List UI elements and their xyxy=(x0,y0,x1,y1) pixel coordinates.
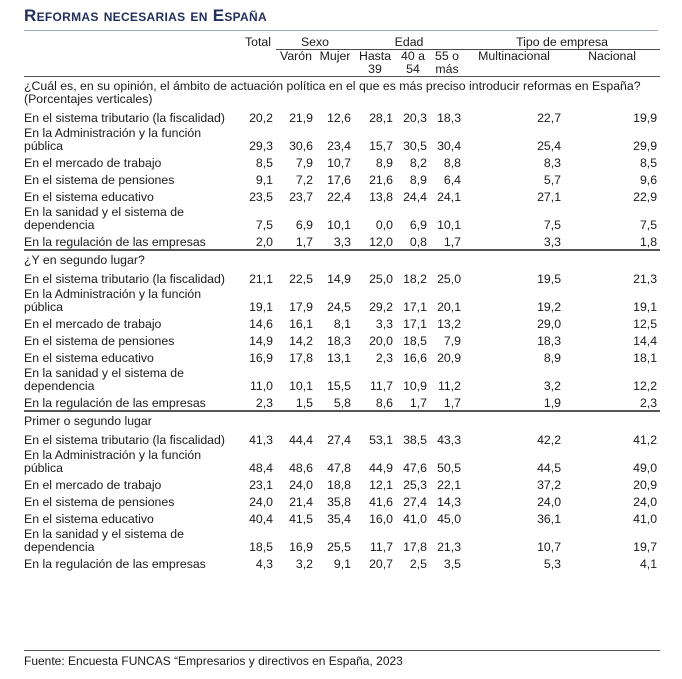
row-label: En el sistema tributario (la fiscalidad) xyxy=(24,433,225,447)
cell-40-54: 25,3 xyxy=(403,478,427,492)
table-row xyxy=(24,526,660,554)
cell-hasta-39: 8,9 xyxy=(375,156,393,170)
cell-total: 20,2 xyxy=(249,111,273,125)
cell-multinacional: 19,5 xyxy=(537,272,562,286)
cell-nacional: 41,0 xyxy=(633,512,658,526)
cell-40-54: 1,7 xyxy=(409,396,427,410)
row-label: En el sistema de pensiones xyxy=(24,334,175,348)
cell-varon: 1,5 xyxy=(295,396,313,410)
cell-multinacional: 3,2 xyxy=(543,379,562,393)
cell-mujer: 15,5 xyxy=(327,379,351,393)
cell-multinacional: 19,2 xyxy=(537,300,562,314)
header-row-sub xyxy=(24,50,660,77)
row-label: En el sistema de pensiones xyxy=(24,495,175,509)
cell-nacional: 19,7 xyxy=(633,540,658,554)
cell-total: 19,1 xyxy=(249,300,273,314)
cell-hasta-39: 11,7 xyxy=(369,379,393,393)
table-row xyxy=(24,153,660,170)
table-row xyxy=(24,286,660,314)
cell-nacional: 20,9 xyxy=(633,478,658,492)
cell-multinacional: 42,2 xyxy=(537,433,562,447)
cell-varon: 6,9 xyxy=(295,218,313,232)
cell-40-54: 18,2 xyxy=(403,272,427,286)
reforms-table xyxy=(24,36,660,571)
cell-total: 24,0 xyxy=(249,495,273,509)
cell-40-54: 18,5 xyxy=(403,334,427,348)
row-label: En el sistema educativo xyxy=(24,351,154,365)
cell-hasta-39: 21,6 xyxy=(369,173,393,187)
cell-mujer: 17,6 xyxy=(327,173,351,187)
cell-multinacional: 27,1 xyxy=(537,190,562,204)
cell-55-mas: 50,5 xyxy=(437,461,462,475)
header-multinacional: Multinacional xyxy=(478,49,550,63)
cell-total: 2,0 xyxy=(255,235,273,249)
cell-nacional: 1,8 xyxy=(639,235,658,249)
cell-total: 41,3 xyxy=(249,433,273,447)
cell-mujer: 9,1 xyxy=(333,557,351,571)
row-label: En el sistema de pensiones xyxy=(24,173,175,187)
table-row xyxy=(24,125,660,153)
cell-varon: 41,5 xyxy=(289,512,313,526)
cell-hasta-39: 2,3 xyxy=(375,351,393,365)
cell-total: 18,5 xyxy=(249,540,273,554)
cell-hasta-39: 20,0 xyxy=(369,334,393,348)
cell-varon: 16,9 xyxy=(289,540,313,554)
row-label: En la regulación de las empresas xyxy=(24,396,206,410)
cell-55-mas: 1,7 xyxy=(443,235,462,249)
cell-40-54: 16,6 xyxy=(403,351,427,365)
cell-nacional: 21,3 xyxy=(633,272,658,286)
row-label: En la Administración y la función pública xyxy=(24,448,202,475)
cell-40-54: 8,9 xyxy=(409,173,427,187)
cell-total: 21,1 xyxy=(249,272,273,286)
cell-mujer: 47,8 xyxy=(327,461,351,475)
cell-40-54: 17,1 xyxy=(403,317,427,331)
table-row xyxy=(24,187,660,204)
cell-varon: 17,9 xyxy=(289,300,313,314)
cell-varon: 16,1 xyxy=(289,317,313,331)
row-label: En la sanidad y el sistema de dependencia xyxy=(24,366,184,393)
cell-multinacional: 22,7 xyxy=(537,111,562,125)
cell-40-54: 24,4 xyxy=(403,190,427,204)
cell-hasta-39: 13,8 xyxy=(369,190,393,204)
figure-title: Reformas necesarias en España xyxy=(24,6,267,25)
row-label: En la sanidad y el sistema de dependencia xyxy=(24,205,184,232)
cell-varon: 3,2 xyxy=(295,557,313,571)
header-edad: Edad xyxy=(354,36,464,50)
row-label: En el sistema educativo xyxy=(24,190,154,204)
cell-hasta-39: 25,0 xyxy=(369,272,393,286)
cell-total: 8,5 xyxy=(255,156,273,170)
section-heading-row xyxy=(24,77,660,109)
cell-40-54: 0,8 xyxy=(409,235,427,249)
cell-hasta-39: 29,2 xyxy=(369,300,393,314)
cell-nacional: 18,1 xyxy=(633,351,658,365)
row-label: En la regulación de las empresas xyxy=(24,235,206,249)
cell-55-mas: 45,0 xyxy=(437,512,462,526)
cell-total: 4,3 xyxy=(255,557,273,571)
source-note: Fuente: Encuesta FUNCAS “Empresarios y directivos en España, 2023 xyxy=(24,654,403,668)
section-heading: Primer o segundo lugar xyxy=(24,411,660,430)
cell-40-54: 17,8 xyxy=(403,540,427,554)
table-row xyxy=(24,204,660,232)
cell-mujer: 3,3 xyxy=(333,235,351,249)
section-heading: ¿Cuál es, en su opinión, el ámbito de actuación política en el que es más preciso introducir reformas en España? (Porcentajes verticales) xyxy=(24,77,660,109)
cell-40-54: 47,6 xyxy=(403,461,427,475)
cell-nacional: 8,5 xyxy=(639,156,658,170)
cell-nacional: 12,5 xyxy=(633,317,658,331)
cell-hasta-39: 12,1 xyxy=(369,478,393,492)
cell-mujer: 14,9 xyxy=(327,272,351,286)
cell-55-mas: 22,1 xyxy=(437,478,462,492)
cell-55-mas: 13,2 xyxy=(437,317,462,331)
cell-varon: 14,2 xyxy=(289,334,313,348)
row-label: En la Administración y la función pública xyxy=(24,287,202,314)
cell-varon: 1,7 xyxy=(295,235,313,249)
cell-55-mas: 14,3 xyxy=(437,495,462,509)
cell-55-mas: 8,8 xyxy=(443,156,462,170)
cell-55-mas: 43,3 xyxy=(437,433,462,447)
cell-hasta-39: 0,0 xyxy=(375,218,393,232)
section-heading-row xyxy=(24,411,660,430)
table-row xyxy=(24,475,660,492)
table-row xyxy=(24,108,660,125)
table-row xyxy=(24,269,660,286)
cell-nacional: 4,1 xyxy=(639,557,658,571)
table-row xyxy=(24,492,660,509)
cell-varon: 30,6 xyxy=(289,139,313,153)
cell-nacional: 2,3 xyxy=(639,396,658,410)
cell-multinacional: 5,7 xyxy=(543,173,562,187)
cell-hasta-39: 53,1 xyxy=(369,433,393,447)
cell-total: 48,4 xyxy=(249,461,273,475)
cell-55-mas: 7,9 xyxy=(443,334,462,348)
cell-varon: 22,5 xyxy=(289,272,313,286)
cell-multinacional: 10,7 xyxy=(537,540,562,554)
cell-mujer: 5,8 xyxy=(333,396,351,410)
row-label: En la Administración y la función pública xyxy=(24,126,202,153)
row-label: En la regulación de las empresas xyxy=(24,557,206,571)
cell-55-mas: 1,7 xyxy=(443,396,462,410)
cell-55-mas: 20,9 xyxy=(437,351,462,365)
header-mujer: Mujer xyxy=(319,49,351,63)
title-divider xyxy=(24,30,658,31)
cell-mujer: 18,8 xyxy=(327,478,351,492)
cell-varon: 23,7 xyxy=(289,190,313,204)
table-row xyxy=(24,430,660,447)
cell-total: 14,9 xyxy=(249,334,273,348)
cell-multinacional: 24,0 xyxy=(537,495,562,509)
header-tipo-empresa: Tipo de empresa xyxy=(464,36,660,50)
cell-nacional: 22,9 xyxy=(633,190,658,204)
cell-total: 23,1 xyxy=(249,478,273,492)
table-row xyxy=(24,554,660,571)
cell-hasta-39: 16,0 xyxy=(369,512,393,526)
table-row xyxy=(24,365,660,393)
cell-nacional: 41,2 xyxy=(633,433,658,447)
cell-multinacional: 8,3 xyxy=(543,156,562,170)
cell-total: 14,6 xyxy=(249,317,273,331)
cell-nacional: 9,6 xyxy=(639,173,658,187)
cell-40-54: 2,5 xyxy=(409,557,427,571)
cell-nacional: 12,2 xyxy=(633,379,658,393)
header-row-groups xyxy=(24,36,660,50)
table-row xyxy=(24,232,660,250)
cell-nacional: 14,4 xyxy=(633,334,658,348)
cell-mujer: 27,4 xyxy=(327,433,351,447)
cell-nacional: 19,9 xyxy=(633,111,658,125)
cell-40-54: 30,5 xyxy=(403,139,427,153)
cell-total: 11,0 xyxy=(249,379,273,393)
cell-40-54: 10,9 xyxy=(403,379,427,393)
cell-mujer: 22,4 xyxy=(327,190,351,204)
cell-varon: 48,6 xyxy=(289,461,313,475)
cell-varon: 21,9 xyxy=(289,111,313,125)
cell-hasta-39: 28,1 xyxy=(369,111,393,125)
cell-total: 29,3 xyxy=(249,139,273,153)
row-label: En el sistema educativo xyxy=(24,512,154,526)
cell-varon: 17,8 xyxy=(289,351,313,365)
cell-total: 2,3 xyxy=(255,396,273,410)
cell-55-mas: 6,4 xyxy=(443,173,462,187)
row-label: En el mercado de trabajo xyxy=(24,478,162,492)
cell-total: 9,1 xyxy=(255,173,273,187)
header-hasta-39: Hasta 39 xyxy=(358,49,392,76)
header-sexo: Sexo xyxy=(276,36,354,50)
header-40-54: 40 a 54 xyxy=(401,49,425,76)
cell-multinacional: 1,9 xyxy=(543,396,562,410)
cell-hasta-39: 20,7 xyxy=(369,557,393,571)
cell-varon: 10,1 xyxy=(289,379,313,393)
cell-hasta-39: 11,7 xyxy=(369,540,393,554)
cell-55-mas: 20,1 xyxy=(437,300,462,314)
cell-total: 16,9 xyxy=(249,351,273,365)
cell-varon: 7,2 xyxy=(295,173,313,187)
section-heading: ¿Y en segundo lugar? xyxy=(24,250,660,269)
cell-hasta-39: 15,7 xyxy=(369,139,393,153)
cell-55-mas: 10,1 xyxy=(437,218,462,232)
cell-55-mas: 21,3 xyxy=(437,540,462,554)
row-label: En el sistema tributario (la fiscalidad) xyxy=(24,111,225,125)
cell-mujer: 18,3 xyxy=(327,334,351,348)
cell-mujer: 12,6 xyxy=(327,111,351,125)
cell-40-54: 27,4 xyxy=(403,495,427,509)
cell-55-mas: 30,4 xyxy=(437,139,462,153)
cell-mujer: 8,1 xyxy=(333,317,351,331)
cell-multinacional: 29,0 xyxy=(537,317,562,331)
cell-varon: 7,9 xyxy=(295,156,313,170)
cell-varon: 44,4 xyxy=(289,433,313,447)
section-heading-row xyxy=(24,250,660,269)
cell-55-mas: 3,5 xyxy=(443,557,462,571)
cell-multinacional: 18,3 xyxy=(537,334,562,348)
cell-55-mas: 24,1 xyxy=(437,190,462,204)
cell-55-mas: 25,0 xyxy=(437,272,462,286)
table-bottom-rule xyxy=(24,650,660,651)
header-nacional: Nacional xyxy=(588,49,636,63)
cell-varon: 24,0 xyxy=(289,478,313,492)
cell-total: 23,5 xyxy=(249,190,273,204)
cell-multinacional: 36,1 xyxy=(537,512,562,526)
table-row xyxy=(24,447,660,475)
cell-40-54: 20,3 xyxy=(403,111,427,125)
table-row xyxy=(24,509,660,526)
cell-mujer: 35,4 xyxy=(327,512,351,526)
table-row xyxy=(24,170,660,187)
cell-nacional: 7,5 xyxy=(639,218,658,232)
cell-total: 40,4 xyxy=(249,512,273,526)
table-row xyxy=(24,314,660,331)
cell-hasta-39: 8,6 xyxy=(375,396,393,410)
cell-55-mas: 18,3 xyxy=(437,111,462,125)
cell-multinacional: 8,9 xyxy=(543,351,562,365)
cell-55-mas: 11,2 xyxy=(438,379,462,393)
table-row xyxy=(24,393,660,411)
row-label: En el sistema tributario (la fiscalidad) xyxy=(24,272,225,286)
cell-mujer: 10,7 xyxy=(327,156,351,170)
cell-multinacional: 7,5 xyxy=(543,218,562,232)
cell-mujer: 24,5 xyxy=(327,300,351,314)
header-varon: Varón xyxy=(280,49,312,63)
cell-multinacional: 44,5 xyxy=(537,461,562,475)
cell-hasta-39: 3,3 xyxy=(375,317,393,331)
table-row xyxy=(24,331,660,348)
cell-nacional: 24,0 xyxy=(633,495,658,509)
table-row xyxy=(24,348,660,365)
cell-multinacional: 5,3 xyxy=(543,557,562,571)
cell-mujer: 23,4 xyxy=(327,139,351,153)
cell-hasta-39: 12,0 xyxy=(369,235,393,249)
cell-total: 7,5 xyxy=(255,218,273,232)
cell-40-54: 17,1 xyxy=(403,300,427,314)
cell-nacional: 49,0 xyxy=(633,461,658,475)
cell-hasta-39: 41,6 xyxy=(369,495,393,509)
cell-mujer: 35,8 xyxy=(327,495,351,509)
header-total: Total xyxy=(245,35,271,49)
cell-nacional: 19,1 xyxy=(633,300,658,314)
row-label: En la sanidad y el sistema de dependencia xyxy=(24,527,184,554)
cell-nacional: 29,9 xyxy=(633,139,658,153)
cell-multinacional: 3,3 xyxy=(543,235,562,249)
cell-multinacional: 37,2 xyxy=(537,478,562,492)
row-label: En el mercado de trabajo xyxy=(24,317,162,331)
cell-40-54: 6,9 xyxy=(409,218,427,232)
row-label: En el mercado de trabajo xyxy=(24,156,162,170)
cell-multinacional: 25,4 xyxy=(537,139,562,153)
cell-mujer: 10,1 xyxy=(327,218,351,232)
header-55-mas: 55 o más xyxy=(435,49,459,76)
cell-hasta-39: 44,9 xyxy=(369,461,393,475)
cell-40-54: 38,5 xyxy=(403,433,427,447)
cell-40-54: 8,2 xyxy=(409,156,427,170)
cell-40-54: 41,0 xyxy=(403,512,427,526)
cell-mujer: 13,1 xyxy=(327,351,351,365)
cell-mujer: 25,5 xyxy=(327,540,351,554)
cell-varon: 21,4 xyxy=(289,495,313,509)
